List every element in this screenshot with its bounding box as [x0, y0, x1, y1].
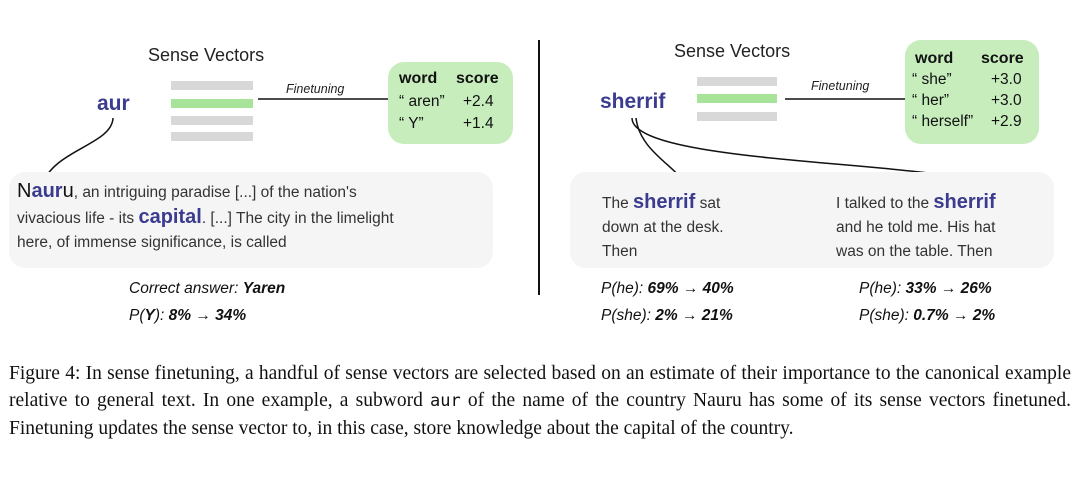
left-correct-answer: Correct answer: Yaren [129, 280, 286, 297]
left-score-box [388, 62, 513, 144]
left-score-value-2: +1.4 [463, 115, 494, 132]
left-sense-vector-bar [171, 116, 253, 125]
sherrif-keyword-1: sherrif [633, 191, 696, 213]
left-score-word-2: “ Y” [399, 115, 424, 132]
left-sense-vector-bar [171, 81, 253, 90]
right-score-value-3: +2.9 [991, 113, 1022, 130]
right-example-1: The sherrif sat down at the desk. Then [602, 191, 724, 260]
right-stats-1-he: P(he): 69% → 40% [601, 280, 734, 297]
figure-caption: Figure 4: In sense finetuning, a handful of sense vectors are selected based on an estimate of their importance to the canonical example relative to general text. In one example, a subword aur of the name of the country Nauru has some of its sense vectors finetuned. Finetuning updates the sense vector to, in this case, store knowledge about the capital of the country. [9, 363, 1071, 439]
right-score-box [905, 40, 1039, 144]
left-probability: P(Y): 8% → 34% [129, 307, 247, 324]
right-score-word-2: “ her” [912, 92, 950, 109]
left-finetuning-label: Finetuning [286, 82, 345, 96]
right-sense-vector-bar [697, 112, 777, 121]
left-word: aur [97, 92, 130, 115]
left-score-word-1: “ aren” [399, 93, 445, 110]
left-context-text [17, 179, 491, 255]
left-context-line-2: vivacious life - its capital. [...] The city in the limelight [17, 206, 394, 228]
right-score-header-score: score [981, 50, 1024, 67]
right-score-word-3: “ herself” [912, 113, 974, 130]
right-stats-2-he: P(he): 33% → 26% [859, 280, 992, 297]
right-sense-vectors-title: Sense Vectors [674, 41, 791, 61]
left-sense-vector-bar-selected [171, 99, 253, 108]
nauru-word: Nauru [17, 180, 74, 202]
right-stats-2-she: P(she): 0.7% → 2% [859, 307, 996, 324]
left-context-line-1: Nauru, an intriguing paradise [...] of the nation's [17, 180, 357, 202]
left-sense-vector-bar [171, 132, 253, 141]
right-sense-vector-bar-selected [697, 94, 777, 103]
caption-code-aur: aur [430, 391, 461, 411]
left-sense-vectors-title: Sense Vectors [148, 45, 265, 65]
right-finetuning-label: Finetuning [811, 79, 870, 93]
right-example-2: I talked to the sherrif and he told me. His hat was on the table. Then [836, 191, 996, 260]
left-context-line-3: here, of immense significance, is called [17, 234, 287, 251]
left-score-header-word: word [399, 70, 438, 87]
right-score-word-1: “ she” [912, 71, 952, 88]
right-word: sherrif [600, 90, 666, 113]
sherrif-keyword-2: sherrif [933, 191, 996, 213]
right-score-value-1: +3.0 [991, 71, 1022, 88]
capital-keyword: capital [138, 206, 202, 228]
right-stats-1-she: P(she): 2% → 21% [601, 307, 733, 324]
left-score-value-1: +2.4 [463, 93, 494, 110]
right-score-header-word: word [915, 50, 954, 67]
right-sense-vector-bar [697, 77, 777, 86]
right-score-value-2: +3.0 [991, 92, 1022, 109]
left-score-header-score: score [456, 70, 499, 87]
